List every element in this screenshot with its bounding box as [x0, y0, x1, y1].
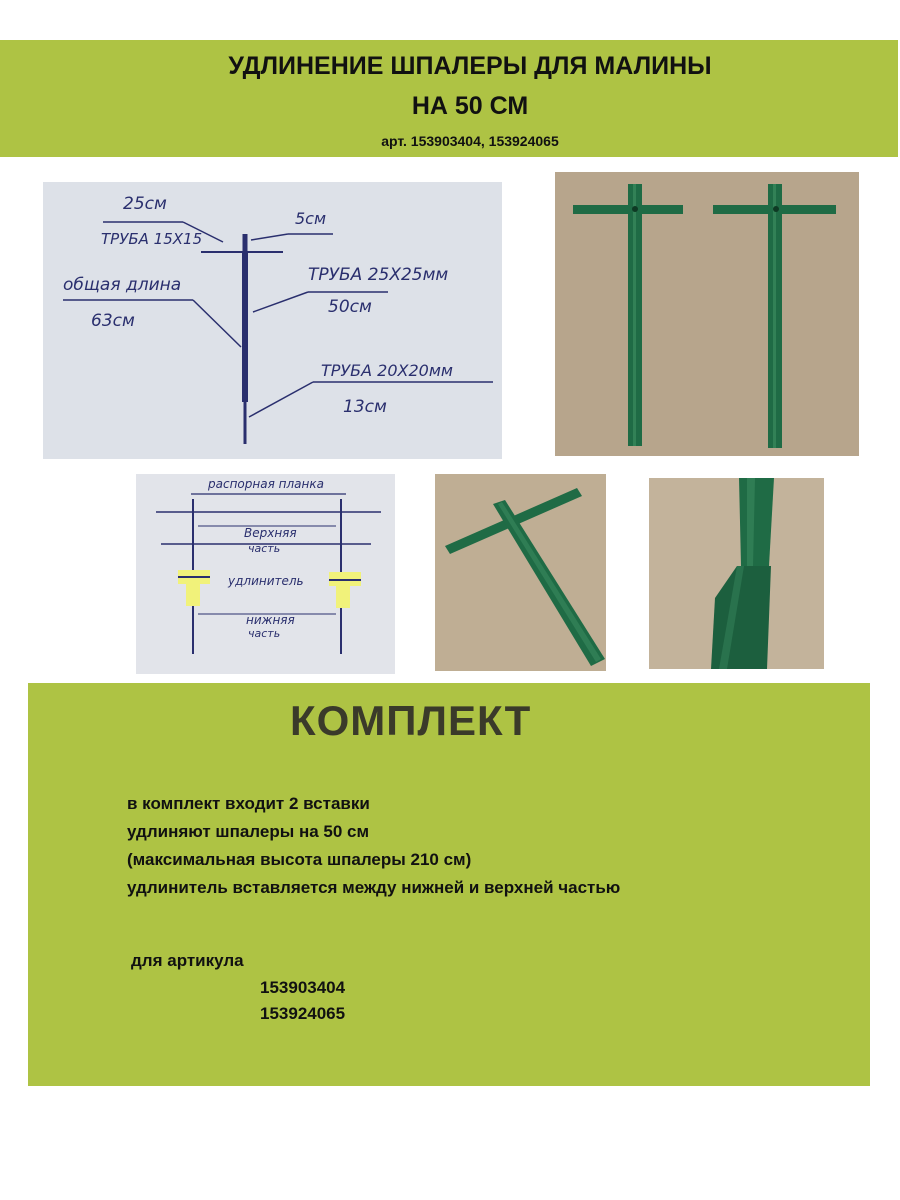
t-pipe-angled-photo [435, 474, 606, 671]
kit-description [127, 790, 827, 902]
sketch-label-total: общая длина [63, 275, 182, 295]
page-title: УДЛИНЕНИЕ ШПАЛЕРЫ ДЛЯ МАЛИНЫ [228, 52, 712, 80]
sketch-label-lower2: часть [248, 627, 281, 640]
dimension-sketch [43, 182, 502, 459]
sketch-label-upper1: Верхняя [244, 526, 297, 540]
sketch-label-25: 25см [123, 194, 167, 214]
sketch-label-upper2: часть [248, 542, 281, 555]
sketch-label-5: 5см [295, 209, 327, 228]
assembly-sketch [136, 474, 395, 674]
two-t-pipes-photo [555, 172, 859, 456]
sketch-label-63: 63см [91, 311, 135, 331]
sketch-label-pipe20: ТРУБА 20Х20мм [321, 361, 453, 380]
article-number: 153924065 [260, 1004, 346, 1023]
article-numbers: арт. 153903404, 153924065 [381, 133, 559, 149]
sketch-label-lower1: нижняя [246, 613, 295, 627]
kit-line: удлиняют шпалеры на 50 см [127, 822, 370, 841]
sketch-label-50: 50см [328, 297, 372, 317]
article-number: 153903404 [260, 978, 346, 997]
kit-line: в комплект входит 2 вставки [127, 794, 370, 813]
sketch-label-pipe15: ТРУБА 15Х15 [101, 230, 203, 248]
page-subtitle: НА 50 СМ [411, 92, 529, 120]
pipe-joint-photo [649, 478, 824, 669]
sketch-label-ext: удлинитель [228, 574, 304, 588]
sketch-label-bar: распорная планка [208, 477, 324, 491]
kit-line: (максимальная высота шпалеры 210 см) [127, 850, 472, 869]
sketch-label-pipe25: ТРУБА 25Х25мм [308, 265, 449, 285]
sketch-label-13: 13см [343, 397, 387, 417]
kit-line: удлинитель вставляется между нижней и верхней частью [127, 878, 621, 897]
article-label: для артикула [131, 951, 244, 970]
kit-title: КОМПЛЕКТ [290, 697, 532, 744]
